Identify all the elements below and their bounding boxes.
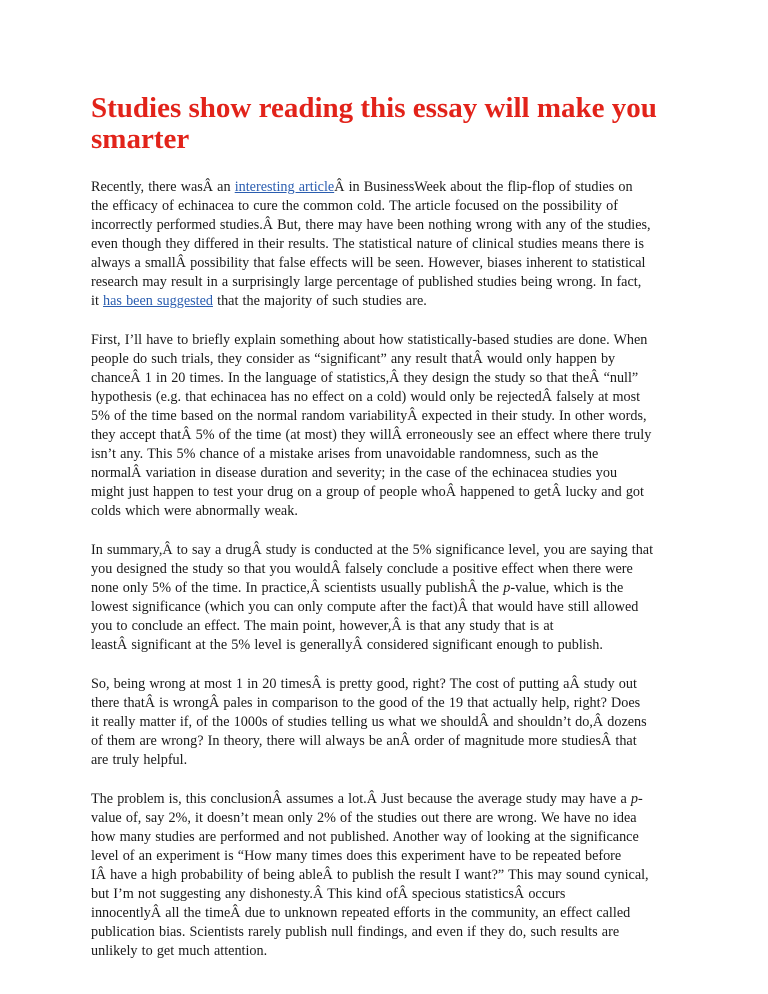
- text-segment: IÂ have a high probability of being ableÂ to publish the result I want?” This may sound cynical,: [91, 867, 649, 883]
- text-segment: are truly helpful.: [91, 752, 188, 768]
- inline-link[interactable]: has been suggested: [103, 293, 213, 309]
- text-segment: chanceÂ 1 in 20 times. In the language of statistics,Â they design the study so that theÂ “null”: [91, 370, 639, 386]
- text-segment: it really matter if, of the 1000s of studies telling us what we shouldÂ and shouldn’t do,Â dozens: [91, 714, 647, 730]
- italic-text: p: [630, 791, 639, 807]
- article-body: [91, 178, 691, 981]
- page-title: Studies show reading this essay will make you smarter: [91, 92, 657, 155]
- text-segment: but I’m not suggesting any dishonesty.Â This kind ofÂ specious statisticsÂ occurs: [91, 886, 566, 902]
- inline-link[interactable]: interesting article: [234, 179, 335, 195]
- text-line: [91, 828, 691, 847]
- text-line: [91, 197, 691, 216]
- text-line: [91, 216, 691, 235]
- text-segment: value of, say 2%, it doesn’t mean only 2% of the studies out there are wrong. We have no idea: [91, 810, 637, 826]
- text-segment: 5% of the time based on the normal random variabilityÂ expected in their study. In other words,: [91, 408, 647, 424]
- text-segment: none only 5% of the time. In practice,Â scientists usually publishÂ the: [91, 580, 504, 596]
- text-line: [91, 923, 691, 942]
- text-segment: that the majority of such studies are.: [212, 293, 427, 309]
- text-line: [91, 273, 691, 292]
- paragraph: [91, 331, 691, 521]
- text-segment: So, being wrong at most 1 in 20 timesÂ is pretty good, right? The cost of putting aÂ study out: [91, 676, 637, 692]
- text-line: [91, 675, 691, 694]
- text-line: [91, 464, 691, 483]
- text-segment: unlikely to get much attention.: [91, 943, 268, 959]
- italic-text: p: [503, 580, 511, 596]
- text-segment: you to conclude an effect. The main point, however,Â is that any study that is at: [91, 618, 554, 634]
- text-segment: always a smallÂ possibility that false effects will be seen. However, biases inherent to statistical: [91, 255, 646, 271]
- text-segment: you designed the study so that you wouldÂ falsely conclude a positive effect when there were: [91, 561, 633, 577]
- text-line: [91, 560, 691, 579]
- text-segment: how many studies are performed and not published. Another way of looking at the significance: [91, 829, 639, 845]
- text-line: [91, 617, 691, 636]
- text-segment: incorrectly performed studies.Â But, there may have been nothing wrong with any of the studies,: [91, 217, 651, 233]
- text-line: [91, 502, 691, 521]
- text-line: [91, 636, 691, 655]
- text-line: [91, 885, 691, 904]
- text-segment: -: [638, 791, 643, 807]
- text-line: [91, 407, 691, 426]
- paragraph: [91, 790, 691, 961]
- text-segment: there thatÂ is wrongÂ pales in comparison to the good of the 19 that actually help, right? Does: [91, 695, 641, 711]
- text-line: [91, 809, 691, 828]
- text-line: [91, 598, 691, 617]
- text-segment: In summary,Â to say a drugÂ study is conducted at the 5% significance level, you are saying that: [91, 542, 654, 558]
- text-line: [91, 713, 691, 732]
- text-line: [91, 694, 691, 713]
- text-segment: of them are wrong? In theory, there will always be anÂ order of magnitude more studiesÂ that: [91, 733, 637, 749]
- paragraph: [91, 541, 691, 655]
- text-line: [91, 445, 691, 464]
- paragraph: [91, 178, 691, 311]
- text-line: [91, 790, 691, 809]
- text-segment: leastÂ significant at the 5% level is generallyÂ considered significant enough to publish.: [91, 637, 603, 653]
- text-segment: innocentlyÂ all the timeÂ due to unknown repeated efforts in the community, an effect called: [91, 905, 631, 921]
- text-segment: the efficacy of echinacea to cure the common cold. The article focused on the possibility of: [91, 198, 618, 214]
- text-line: [91, 235, 691, 254]
- text-segment: Recently, there wasÂ an: [91, 179, 235, 195]
- text-line: [91, 483, 691, 502]
- text-line: [91, 751, 691, 770]
- text-line: [91, 541, 691, 560]
- text-line: [91, 388, 691, 407]
- text-line: [91, 331, 691, 350]
- text-segment: The problem is, this conclusionÂ assumes a lot.Â Just because the average study may have a: [91, 791, 631, 807]
- text-segment: publication bias. Scientists rarely publish null findings, and even if they do, such results are: [91, 924, 620, 940]
- text-segment: First, I’ll have to briefly explain something about how statistically-based studies are done. When: [91, 332, 648, 348]
- text-segment: they accept thatÂ 5% of the time (at most) they willÂ erroneously see an effect where there truly: [91, 427, 652, 443]
- text-line: [91, 942, 691, 961]
- text-line: [91, 292, 691, 311]
- text-segment: -value, which is the: [510, 580, 624, 596]
- text-segment: might just happen to test your drug on a group of people whoÂ happened to getÂ lucky and got: [91, 484, 644, 500]
- text-line: [91, 178, 691, 197]
- text-segment: people do such trials, they consider as “significant” any result thatÂ would only happen by: [91, 351, 616, 367]
- text-line: [91, 866, 691, 885]
- text-line: [91, 254, 691, 273]
- text-line: [91, 369, 691, 388]
- text-segment: lowest significance (which you can only compute after the fact)Â that would have still allowed: [91, 599, 639, 615]
- text-line: [91, 426, 691, 445]
- text-segment: even though they differed in their results. The statistical nature of clinical studies means there is: [91, 236, 644, 252]
- text-segment: research may result in a surprisingly large percentage of published studies being wrong. In fact,: [91, 274, 642, 290]
- text-segment: normalÂ variation in disease duration and severity; in the case of the echinacea studies you: [91, 465, 618, 481]
- text-line: [91, 579, 691, 598]
- text-line: [91, 732, 691, 751]
- text-line: [91, 847, 691, 866]
- text-segment: level of an experiment is “How many times does this experiment have to be repeated before: [91, 848, 622, 864]
- text-segment: colds which were abnormally weak.: [91, 503, 298, 519]
- text-segment: hypothesis (e.g. that echinacea has no effect on a cold) would only be rejectedÂ falsely at most: [91, 389, 641, 405]
- text-segment: Â in BusinessWeek about the flip-flop of studies on: [334, 179, 633, 195]
- text-line: [91, 350, 691, 369]
- text-segment: isn’t any. This 5% chance of a mistake arises from unavoidable randomness, such as the: [91, 446, 599, 462]
- text-segment: it: [91, 293, 104, 309]
- paragraph: [91, 675, 691, 770]
- text-line: [91, 904, 691, 923]
